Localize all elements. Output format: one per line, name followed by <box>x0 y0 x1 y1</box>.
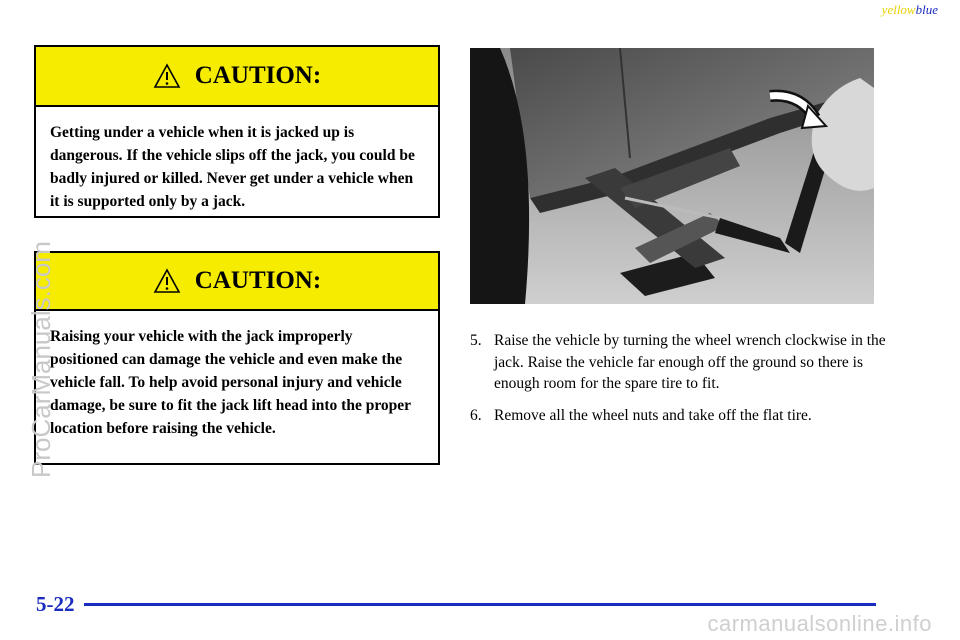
caution-text: Getting under a vehicle when it is jacked up is dangerous. If the vehicle slips off the jack, you could be badly injured or killed. Never get under a vehicle when it is supported only by a jack. <box>50 124 415 210</box>
caution-box-jack-position <box>34 251 440 465</box>
step-item <box>470 330 890 395</box>
watermark-left-text: ProCarManuals.com <box>26 241 56 478</box>
caution-box-jacked-vehicle <box>34 45 440 218</box>
jack-photo-image <box>470 48 874 304</box>
instruction-steps <box>470 330 890 436</box>
step-number: 5. <box>470 332 482 349</box>
warning-triangle-icon <box>153 63 181 89</box>
caution-title: CAUTION: <box>194 62 322 89</box>
caution-header <box>36 253 438 311</box>
corner-tag-yellow: yellow <box>881 2 916 17</box>
corner-tag-blue: blue <box>915 2 938 17</box>
caution-header <box>36 47 438 107</box>
caution-text: Raising your vehicle with the jack improperly positioned can damage the vehicle and even make the vehicle fall. To help avoid personal injury and vehicle damage, be sure to fit the jack lift head into the proper location before raising the vehicle. <box>50 328 411 437</box>
step-item <box>470 405 890 427</box>
watermark-left <box>12 200 62 480</box>
watermark-bottom: carmanualsonline.info <box>707 611 932 636</box>
caution-title: CAUTION: <box>194 267 322 294</box>
step-text: Raise the vehicle by turning the wheel wrench clockwise in the jack. Raise the vehicle far enough off the ground so there is enough room for the spare tire to fit. <box>494 332 886 392</box>
page-number: 5-22 <box>36 592 75 616</box>
corner-color-tag <box>882 2 938 18</box>
footer-rule <box>84 603 876 606</box>
warning-triangle-icon <box>153 268 181 294</box>
step-text: Remove all the wheel nuts and take off the flat tire. <box>494 406 812 424</box>
step-number: 6. <box>470 406 482 424</box>
